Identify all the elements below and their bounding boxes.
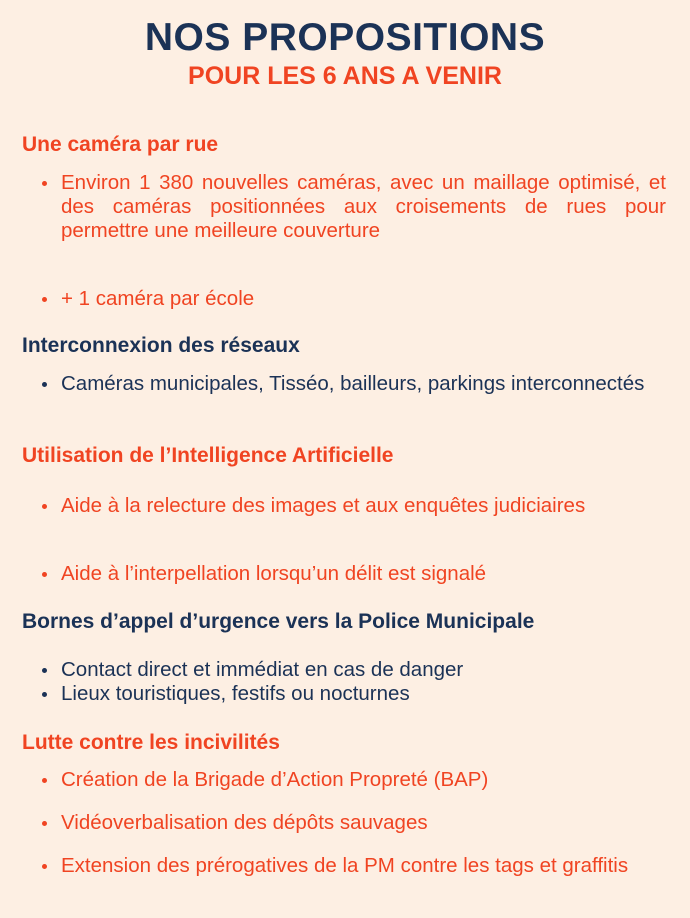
section-heading-cameras: Une caméra par rue: [22, 133, 219, 156]
page-title: NOS PROPOSITIONS: [144, 16, 546, 59]
section-heading-emergency-terminals: Bornes d’appel d’urgence vers la Police Municipale: [22, 610, 535, 633]
list-item: + 1 caméra par école: [61, 287, 666, 311]
page-subtitle: POUR LES 6 ANS A VENIR: [188, 62, 502, 90]
list-item: Vidéoverbalisation des dépôts sauvages: [61, 811, 666, 835]
list-item: Aide à la relecture des images et aux enquêtes judiciaires: [61, 494, 666, 518]
list-item: Aide à l’interpellation lorsqu’un délit est signalé: [61, 562, 666, 586]
list-item: Contact direct et immédiat en cas de danger: [61, 658, 666, 682]
section-heading-networks: Interconnexion des réseaux: [22, 334, 300, 357]
list-item: Environ 1 380 nouvelles caméras, avec un maillage optimisé, et des caméras positionnées aux croisements de rues pour permettre une meilleure couverture: [61, 171, 666, 242]
section-heading-ai: Utilisation de l’Intelligence Artificielle: [22, 444, 394, 467]
list-item: Création de la Brigade d’Action Propreté (BAP): [61, 768, 666, 792]
list-item: Caméras municipales, Tisséo, bailleurs, parkings interconnectés: [61, 372, 666, 396]
list-item: Extension des prérogatives de la PM contre les tags et graffitis: [61, 854, 666, 878]
list-item: Lieux touristiques, festifs ou nocturnes: [61, 682, 666, 706]
section-heading-incivilities: Lutte contre les incivilités: [22, 731, 280, 754]
